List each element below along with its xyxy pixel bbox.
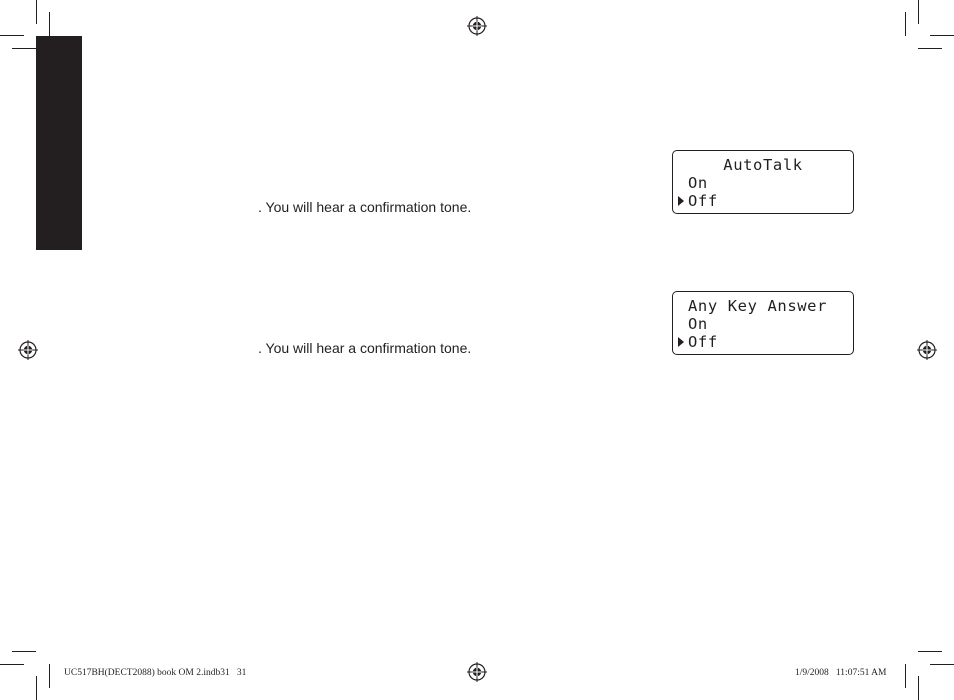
crop-mark bbox=[918, 0, 919, 24]
crop-mark bbox=[0, 664, 24, 665]
lcd-option-on: On bbox=[688, 174, 708, 192]
crop-mark bbox=[905, 12, 906, 36]
crop-mark bbox=[930, 664, 954, 665]
lcd-title: AutoTalk bbox=[723, 156, 803, 174]
lcd-option-on: On bbox=[688, 315, 708, 333]
print-slug-timestamp: 1/9/2008 11:07:51 AM bbox=[795, 668, 887, 678]
section-side-tab bbox=[36, 36, 82, 250]
selection-arrow-icon bbox=[678, 196, 684, 206]
lcd-title: Any Key Answer bbox=[688, 297, 828, 315]
lcd-option-off: Off bbox=[688, 192, 718, 210]
crop-mark bbox=[0, 35, 24, 36]
lcd-screen-autotalk bbox=[672, 150, 854, 214]
crop-mark bbox=[905, 664, 906, 688]
lcd-option-off: Off bbox=[688, 333, 718, 351]
crop-mark bbox=[49, 664, 50, 688]
autotalk-confirmation-text: . You will hear a confirmation tone. bbox=[258, 199, 472, 215]
selection-arrow-icon bbox=[678, 337, 684, 347]
crop-mark bbox=[918, 676, 919, 700]
registration-mark-icon bbox=[18, 340, 38, 360]
registration-mark-icon bbox=[467, 16, 487, 36]
registration-mark-icon bbox=[467, 662, 487, 682]
crop-mark bbox=[49, 12, 50, 36]
crop-mark bbox=[36, 0, 37, 24]
crop-mark bbox=[36, 676, 37, 700]
anykey-confirmation-text: . You will hear a confirmation tone. bbox=[258, 340, 472, 356]
registration-mark-icon bbox=[917, 340, 937, 360]
crop-mark bbox=[12, 48, 36, 49]
print-slug-file: UC517BH(DECT2088) book OM 2.indb31 31 bbox=[64, 668, 247, 678]
lcd-screen-any-key-answer bbox=[672, 291, 854, 355]
crop-mark bbox=[930, 35, 954, 36]
crop-mark bbox=[918, 651, 942, 652]
crop-mark bbox=[12, 651, 36, 652]
crop-mark bbox=[918, 48, 942, 49]
